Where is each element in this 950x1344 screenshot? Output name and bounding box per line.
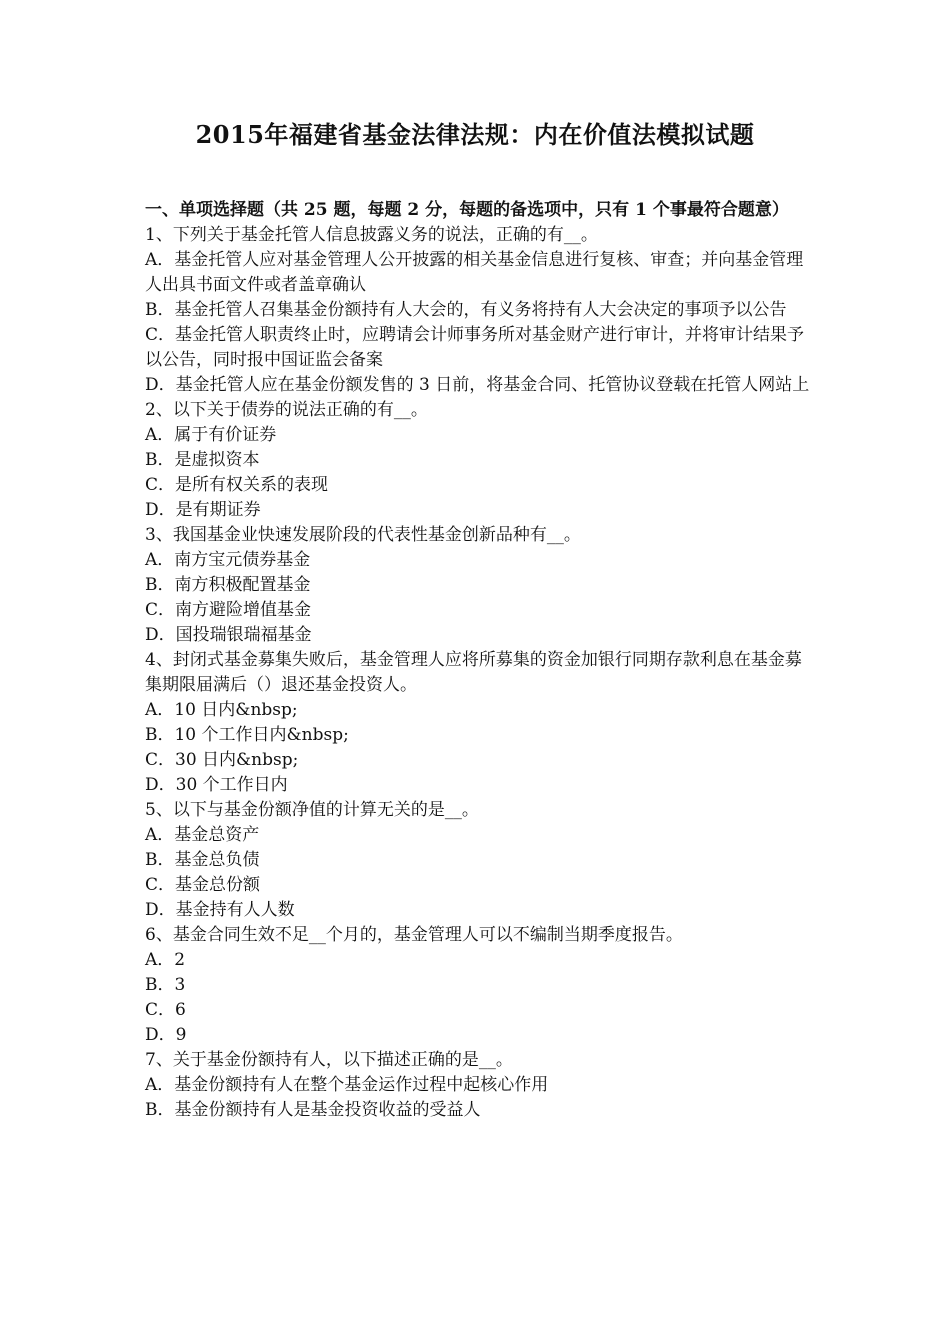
option-b: B．基金托管人召集基金份额持有人大会的，有义务将持有人大会决定的事项予以公告 (145, 300, 787, 320)
question-stem: 5、以下与基金份额净值的计算无关的是__。 (145, 800, 479, 820)
option-c: C．6 (145, 1000, 186, 1020)
option-b: B．10 个工作日内&nbsp; (145, 725, 349, 745)
option-c: C．是所有权关系的表现 (145, 475, 329, 495)
option-c: C．南方避险增值基金 (145, 600, 312, 620)
section-heading: 一、单项选择题（共 25 题，每题 2 分，每题的备选项中，只有 1 个事最符合题意） (145, 200, 789, 220)
option-b: B．南方积极配置基金 (145, 575, 311, 595)
option-b: B．是虚拟资本 (145, 450, 260, 470)
option-c: C．基金托管人职责终止时，应聘请会计师事务所对基金财产进行审计，并将审计结果予以公告，同时报中国证监会备案 (145, 325, 805, 370)
option-b: B．基金份额持有人是基金投资收益的受益人 (145, 1100, 481, 1120)
question-5 (145, 798, 813, 923)
question-4 (145, 648, 813, 798)
option-b: B．基金总负债 (145, 850, 260, 870)
question-list (145, 223, 813, 1123)
option-c: C．基金总份额 (145, 875, 261, 895)
question-1 (145, 223, 813, 398)
question-stem: 2、以下关于债券的说法正确的有__。 (145, 400, 428, 420)
option-d: D．是有期证券 (145, 500, 261, 520)
option-d: D．基金托管人应在基金份额发售的 3 日前，将基金合同、托管协议登载在托管人网站上 (145, 375, 810, 395)
question-stem: 6、基金合同生效不足__个月的，基金管理人可以不编制当期季度报告。 (145, 925, 683, 945)
option-a: A．南方宝元债券基金 (145, 550, 311, 570)
question-3 (145, 523, 813, 648)
option-a: A．属于有价证券 (145, 425, 277, 445)
question-stem: 4、封闭式基金募集失败后，基金管理人应将所募集的资金加银行同期存款利息在基金募集期限届满后（）退还基金投资人。 (145, 650, 802, 695)
document-title: 2015年福建省基金法律法规：内在价值法模拟试题 (195, 120, 755, 149)
question-stem: 3、我国基金业快速发展阶段的代表性基金创新品种有__。 (145, 525, 581, 545)
question-2 (145, 398, 813, 523)
question-stem: 7、关于基金份额持有人，以下描述正确的是__。 (145, 1050, 513, 1070)
option-a: A．2 (145, 950, 186, 970)
question-6 (145, 923, 813, 1048)
option-a: A．基金托管人应对基金管理人公开披露的相关基金信息进行复核、审查；并向基金管理人出具书面文件或者盖章确认 (145, 250, 804, 295)
option-d: D．国投瑞银瑞福基金 (145, 625, 312, 645)
option-a: A．基金总资产 (145, 825, 260, 845)
option-a: A．10 日内&nbsp; (145, 700, 298, 720)
option-c: C．30 日内&nbsp; (145, 750, 299, 770)
option-d: D．30 个工作日内 (145, 775, 288, 795)
option-d: D．基金持有人人数 (145, 900, 295, 920)
question-7 (145, 1048, 813, 1123)
question-stem: 1、下列关于基金托管人信息披露义务的说法，正确的有__。 (145, 225, 598, 245)
option-d: D．9 (145, 1025, 187, 1045)
option-a: A．基金份额持有人在整个基金运作过程中起核心作用 (145, 1075, 549, 1095)
option-b: B．3 (145, 975, 186, 995)
document-body (145, 198, 813, 1123)
